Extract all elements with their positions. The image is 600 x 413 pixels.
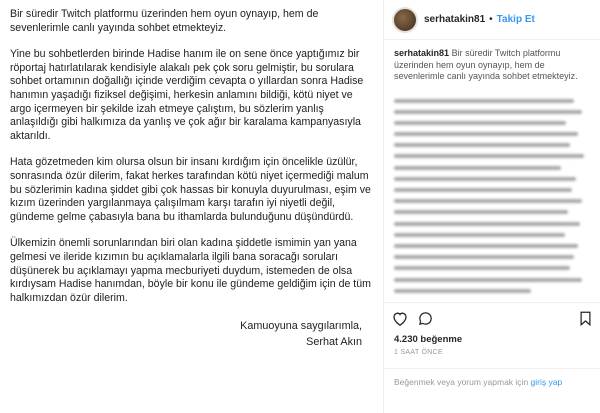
statement-paragraph-3: Hata gözetmeden kim olursa olsun bir insanı kırdığım için öncelikle üzülür, sonrasında özür dilerim, fakat herkes tarafından kötü niyet içermediği malum bu sözlerimin kadına şiddet gibi çok hassas bir konuyla duyurulması, eşim ve kızım üzerinden yargılanmaya çalışılmam karşı tarafın iyi niyetli değil, gündeme gelme çabasıyla bana bu ithamlarda bulunduğunu düşündürdü. <box>10 156 371 223</box>
likes-count[interactable]: 4.230 beğenme <box>394 334 463 345</box>
comment-icon[interactable] <box>418 311 433 326</box>
statement-paragraph-4: Ülkemizin önemli sorunlarından biri olan kadına şiddetle ismimin yan yana gelmesi ve ileride kızımın bu açıklamalarla ilgili bana soracağı soruları düşünerek bu açıklamayı yapma mecburiyeti duydum, istemeden de olsa kırdıysam Hadise hanımdan, böyle bir konu ile gündeme geldiğim için de tüm halkımızdan özür dilerim. <box>10 237 371 304</box>
closing-text: Kamuoyuna saygılarımla, <box>240 320 362 333</box>
post-actions <box>384 302 600 334</box>
signoff <box>10 318 372 350</box>
statement-paragraph-1: Bir süredir Twitch platformu üzerinden hem oyun oynayıp, hem de sevenlerimle canlı yayında sohbet etmekteyiz. <box>10 8 319 34</box>
signature-text: Serhat Akın <box>306 336 362 349</box>
caption-username[interactable]: serhatakin81 <box>394 48 450 58</box>
bookmark-icon[interactable] <box>579 311 592 326</box>
username-link[interactable]: serhatakin81 <box>424 14 486 25</box>
separator-dot: • <box>489 14 493 25</box>
instagram-panel <box>384 0 600 413</box>
comment-prompt-text: Beğenmek veya yorum yapmak için <box>394 377 529 387</box>
caption-text: Bir süredir Twitch platformu üzerinden hem oyun oynayıp, hem de sevenlerimle canlı yayında sohbet etmekteyiz. <box>394 48 578 81</box>
post-caption <box>384 40 600 296</box>
caption-intro <box>394 48 590 83</box>
follow-button[interactable]: Takip Et <box>496 14 535 25</box>
statement-paragraph-2: Yine bu sohbetlerden birinde Hadise hanım ile on sene önce yaptığımız bir röportaj hatırlatılarak kendisiyle alakalı pek çok soru gelmiştir, bu sorulara sohbet ortamının doğallığı içinde verdiğim cevapta o yıllardan sonra Hadise hanımın yaşadığı fiziksel değişimi, herkesin anlamını bildiği, kötü niyet ve argo içermeyen bir şekilde izah etmeye çalıştım, bu sözlerim yanlış anlaşıldığı gibi halkımıza da yanlış ve çok ağır bir karalama kampanyasıyla aktarıldı. <box>10 48 364 142</box>
post-header <box>384 0 600 40</box>
login-link[interactable]: giriş yap <box>530 377 563 387</box>
heart-icon[interactable] <box>392 311 408 326</box>
blurred-caption <box>394 99 590 293</box>
avatar[interactable] <box>392 7 418 33</box>
comment-prompt <box>384 368 600 396</box>
post-time: 1 SAAT ÖNCE <box>394 349 443 356</box>
